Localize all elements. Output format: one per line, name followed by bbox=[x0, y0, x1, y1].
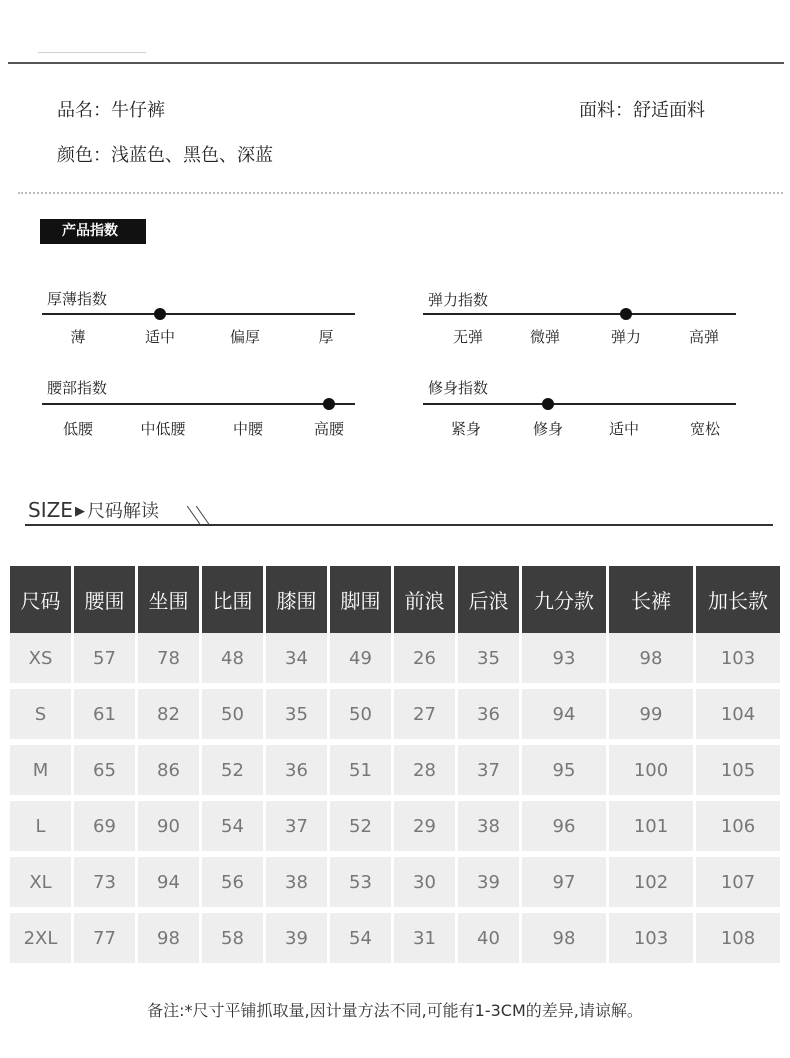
table-cell: 50 bbox=[330, 689, 391, 739]
product-name-value: 牛仔裤 bbox=[111, 100, 165, 121]
table-cell: 35 bbox=[266, 689, 327, 739]
table-cell: 105 bbox=[696, 745, 780, 795]
indicator-option-label: 微弹 bbox=[529, 328, 561, 346]
table-cell: 107 bbox=[696, 857, 780, 907]
table-cell: 94 bbox=[522, 689, 606, 739]
indicator-option-label: 薄 bbox=[70, 328, 86, 346]
fabric-label: 面料： bbox=[579, 100, 633, 121]
table-header-cell: 坐围 bbox=[138, 566, 199, 633]
table-cell: 99 bbox=[609, 689, 693, 739]
indicator-option-label: 偏厚 bbox=[229, 328, 261, 346]
table-cell: 106 bbox=[696, 801, 780, 851]
table-cell: 65 bbox=[74, 745, 135, 795]
play-arrow-icon: ▶ bbox=[74, 504, 85, 519]
table-cell: 27 bbox=[394, 689, 455, 739]
indicator-option-label: 适中 bbox=[144, 328, 176, 346]
table-cell: 40 bbox=[458, 913, 519, 963]
indicator-marker bbox=[620, 308, 632, 320]
indicator-track bbox=[42, 313, 355, 315]
table-cell: 51 bbox=[330, 745, 391, 795]
indicator-title: 弹力指数 bbox=[428, 291, 489, 309]
table-cell: 39 bbox=[458, 857, 519, 907]
table-cell: 56 bbox=[202, 857, 263, 907]
indicator-option-label: 高弹 bbox=[688, 328, 720, 346]
indicator-title: 修身指数 bbox=[428, 379, 489, 397]
indicator-marker bbox=[154, 308, 166, 320]
table-cell: 50 bbox=[202, 689, 263, 739]
table-header-cell: 比围 bbox=[202, 566, 263, 633]
product-name-label: 品名： bbox=[57, 100, 111, 121]
table-cell: XL bbox=[10, 857, 71, 907]
indicator-title: 腰部指数 bbox=[47, 379, 108, 397]
table-cell: 103 bbox=[609, 913, 693, 963]
product-fabric bbox=[579, 96, 705, 122]
table-header-cell: 脚围 bbox=[330, 566, 391, 633]
product-name bbox=[57, 96, 165, 122]
indicator-option-label: 紧身 bbox=[450, 420, 482, 438]
table-cell: 61 bbox=[74, 689, 135, 739]
indicator-option-label: 厚 bbox=[318, 328, 334, 346]
footnote: 备注:*尺寸平铺抓取量,因计量方法不同,可能有1-3CM的差异,请谅解。 bbox=[147, 1001, 643, 1020]
table-cell: 103 bbox=[696, 633, 780, 683]
table-header-cell: 九分款 bbox=[522, 566, 606, 633]
indicator-option-label: 低腰 bbox=[62, 420, 94, 438]
table-cell: XS bbox=[10, 633, 71, 683]
table-cell: 73 bbox=[74, 857, 135, 907]
table-cell: 35 bbox=[458, 633, 519, 683]
color-value: 浅蓝色、黑色、深蓝 bbox=[111, 145, 273, 166]
table-cell: 96 bbox=[522, 801, 606, 851]
indicator-option-label: 中低腰 bbox=[140, 420, 186, 438]
table-cell: 86 bbox=[138, 745, 199, 795]
table-cell: M bbox=[10, 745, 71, 795]
table-cell: 100 bbox=[609, 745, 693, 795]
top-divider bbox=[8, 62, 784, 64]
size-title-en: SIZE bbox=[28, 498, 73, 522]
table-cell: 52 bbox=[202, 745, 263, 795]
table-cell: 38 bbox=[458, 801, 519, 851]
table-cell: 98 bbox=[609, 633, 693, 683]
table-cell: 104 bbox=[696, 689, 780, 739]
table-cell: 31 bbox=[394, 913, 455, 963]
table-cell: 37 bbox=[266, 801, 327, 851]
indicator-track bbox=[423, 313, 736, 315]
table-header-cell: 腰围 bbox=[74, 566, 135, 633]
table-header-cell: 前浪 bbox=[394, 566, 455, 633]
table-cell: 95 bbox=[522, 745, 606, 795]
indicator-option-label: 修身 bbox=[532, 420, 564, 438]
table-header-cell: 膝围 bbox=[266, 566, 327, 633]
table-header-cell: 尺码 bbox=[10, 566, 71, 633]
table-cell: 54 bbox=[330, 913, 391, 963]
table-cell: 82 bbox=[138, 689, 199, 739]
table-cell: 78 bbox=[138, 633, 199, 683]
table-header-cell: 加长款 bbox=[696, 566, 780, 633]
table-cell: 52 bbox=[330, 801, 391, 851]
table-header-cell: 后浪 bbox=[458, 566, 519, 633]
product-colors bbox=[57, 141, 273, 167]
table-cell: 29 bbox=[394, 801, 455, 851]
indicator-option-label: 高腰 bbox=[313, 420, 345, 438]
table-cell: 93 bbox=[522, 633, 606, 683]
table-cell: 54 bbox=[202, 801, 263, 851]
indicator-option-label: 宽松 bbox=[689, 420, 721, 438]
indicator-option-label: 弹力 bbox=[610, 328, 642, 346]
table-cell: 28 bbox=[394, 745, 455, 795]
product-index-badge: 产品指数 bbox=[40, 219, 146, 244]
color-label: 颜色： bbox=[57, 145, 111, 166]
size-title-zh: 尺码解读 bbox=[86, 501, 159, 522]
table-cell: 90 bbox=[138, 801, 199, 851]
table-cell: 69 bbox=[74, 801, 135, 851]
top-thin-line bbox=[38, 52, 146, 53]
table-cell: 77 bbox=[74, 913, 135, 963]
indicator-option-label: 无弹 bbox=[452, 328, 484, 346]
table-cell: 36 bbox=[458, 689, 519, 739]
indicator-track bbox=[42, 403, 355, 405]
table-cell: S bbox=[10, 689, 71, 739]
indicator-track bbox=[423, 403, 736, 405]
table-cell: 36 bbox=[266, 745, 327, 795]
indicator-marker bbox=[542, 398, 554, 410]
table-cell: 48 bbox=[202, 633, 263, 683]
table-cell: 102 bbox=[609, 857, 693, 907]
table-cell: 57 bbox=[74, 633, 135, 683]
table-cell: 101 bbox=[609, 801, 693, 851]
size-section-heading bbox=[28, 497, 159, 523]
indicator-title: 厚薄指数 bbox=[47, 290, 108, 308]
table-cell: 94 bbox=[138, 857, 199, 907]
indicator-option-label: 中腰 bbox=[232, 420, 264, 438]
table-cell: 39 bbox=[266, 913, 327, 963]
table-cell: 98 bbox=[522, 913, 606, 963]
table-cell: 30 bbox=[394, 857, 455, 907]
indicator-option-label: 适中 bbox=[608, 420, 640, 438]
table-cell: 53 bbox=[330, 857, 391, 907]
size-divider bbox=[25, 524, 773, 526]
table-header-cell: 长裤 bbox=[609, 566, 693, 633]
table-cell: 97 bbox=[522, 857, 606, 907]
dotted-divider bbox=[18, 192, 783, 194]
table-cell: 49 bbox=[330, 633, 391, 683]
fabric-value: 舒适面料 bbox=[633, 100, 705, 121]
table-cell: 34 bbox=[266, 633, 327, 683]
table-cell: L bbox=[10, 801, 71, 851]
table-cell: 98 bbox=[138, 913, 199, 963]
table-cell: 37 bbox=[458, 745, 519, 795]
table-cell: 26 bbox=[394, 633, 455, 683]
table-cell: 58 bbox=[202, 913, 263, 963]
table-cell: 2XL bbox=[10, 913, 71, 963]
indicator-marker bbox=[323, 398, 335, 410]
table-cell: 38 bbox=[266, 857, 327, 907]
table-cell: 108 bbox=[696, 913, 780, 963]
